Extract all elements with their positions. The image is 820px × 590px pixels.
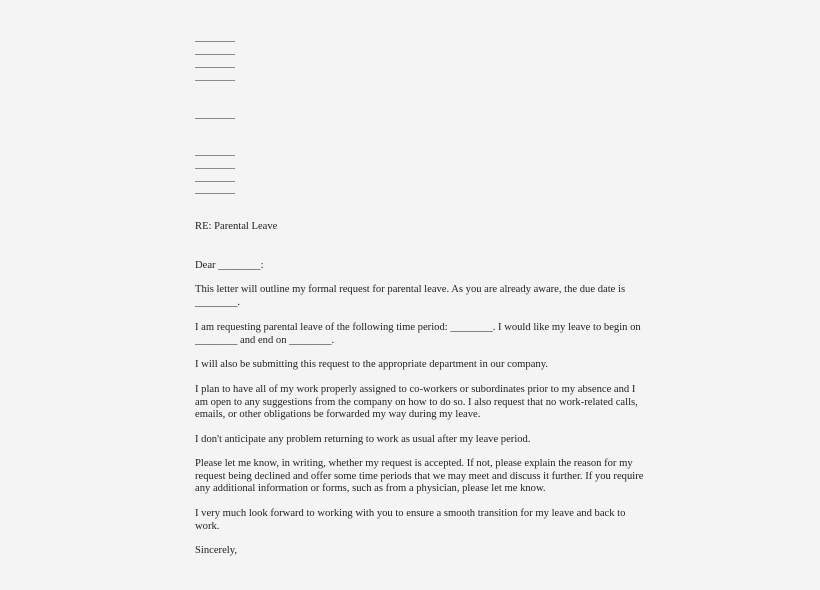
closing: Sincerely,: [195, 545, 237, 556]
letter-page: [195, 0, 644, 556]
paragraph-line: I am requesting parental leave of the following time period: ________. I would like my leave to begin on: [195, 322, 641, 333]
paragraph-line: I will also be submitting this request to the appropriate department in our company.: [195, 359, 548, 370]
paragraph-line: I don't anticipate any problem returning to work as usual after my leave period.: [195, 434, 531, 445]
paragraph-line: work.: [195, 520, 220, 532]
sender-blank-line-2: [195, 54, 235, 55]
paragraph-line: emails, or other obligations be forwarded my way during my leave.: [195, 409, 481, 421]
recipient-blank-line-2: [195, 168, 235, 169]
sender-blank-line-3: [195, 67, 235, 68]
paragraph-line: Please let me know, in writing, whether my request is accepted. If not, please explain the reason for my: [195, 458, 633, 469]
paragraph-time-period: [195, 322, 641, 347]
subject-line: RE: Parental Leave: [195, 221, 278, 232]
paragraph-line: This letter will outline my formal request for parental leave. As you are already aware, the due date is: [195, 284, 626, 295]
paragraph-due-date: [195, 284, 635, 309]
paragraph-return: [195, 434, 635, 447]
sender-blank-line-1: [195, 41, 235, 42]
recipient-blank-line-1: [195, 155, 235, 156]
sender-blank-line-4: [195, 80, 235, 81]
paragraph-line: ________ and end on ________.: [195, 334, 335, 346]
paragraph-department: [195, 359, 635, 372]
paragraph-acceptance: [195, 458, 644, 496]
recipient-blank-line-3: [195, 181, 235, 182]
paragraph-transition: [195, 508, 635, 533]
paragraph-line: request being declined and offer some time periods that we may meet and discuss it further. If you require: [195, 470, 644, 482]
paragraph-line: ________.: [195, 296, 241, 308]
paragraph-line: any additional information or forms, such as from a physician, please let me know.: [195, 483, 546, 495]
paragraph-work-assignment: [195, 384, 638, 422]
date-blank-line: [195, 118, 235, 119]
recipient-blank-line-4: [195, 193, 235, 194]
paragraph-line: I plan to have all of my work properly assigned to co-workers or subordinates prior to my absence and I: [195, 384, 636, 395]
paragraph-line: am open to any suggestions from the company on how to do so. I also request that no work-related calls,: [195, 396, 638, 408]
paragraph-line: I very much look forward to working with you to ensure a smooth transition for my leave and back to: [195, 508, 626, 519]
salutation: Dear ________:: [195, 260, 264, 271]
